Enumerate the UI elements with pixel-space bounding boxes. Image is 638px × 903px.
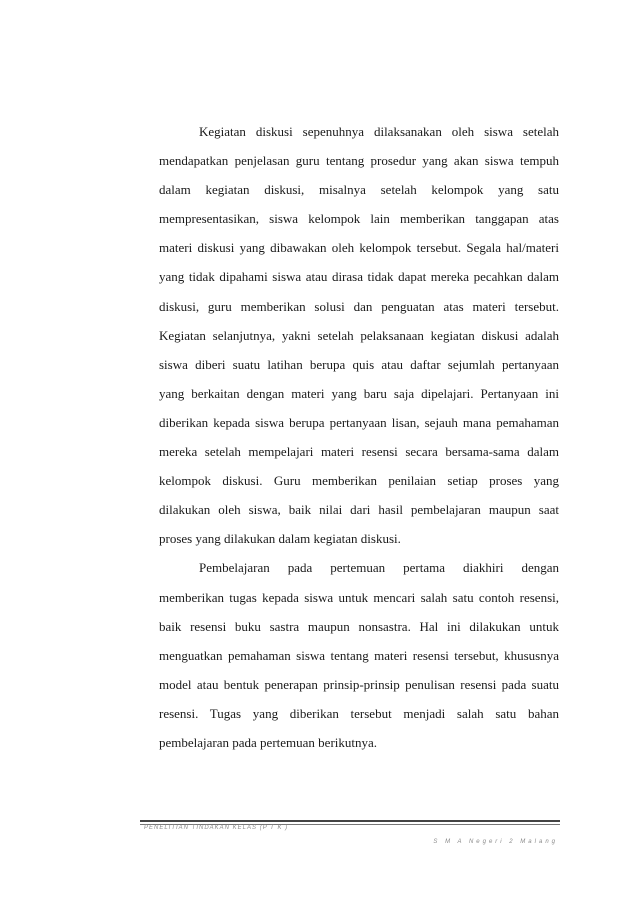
paragraph-1-line: kelompok diskusi. Guru memberikan penilaian setiap proses yang	[159, 473, 559, 489]
paragraph-1-line: Kegiatan selanjutnya, yakni setelah pelaksanaan kegiatan diskusi adalah	[159, 327, 559, 343]
paragraph-2-line: baik resensi buku sastra maupun nonsastra. Hal ini dilakukan untuk	[159, 618, 559, 634]
paragraph-2-line: menguatkan pemahaman siswa tentang materi resensi tersebut, khususnya	[159, 647, 559, 663]
footer-school: S M A Negeri 2 Malang	[433, 839, 558, 845]
paragraph-1-line: proses yang dilakukan dalam kegiatan diskusi.	[159, 531, 401, 547]
paragraph-1-line: materi diskusi yang dibawakan oleh kelompok tersebut. Segala hal/materi	[159, 240, 559, 256]
paragraph-2-line: Pembelajaran pada pertemuan pertama diakhiri dengan	[199, 560, 559, 576]
paragraph-2-line: model atau bentuk penerapan prinsip-prinsip penulisan resensi pada suatu	[159, 676, 559, 692]
paragraph-1-line: yang berkaitan dengan materi yang baru saja dipelajari. Pertanyaan ini	[159, 385, 559, 401]
paragraph-2-line: resensi. Tugas yang diberikan tersebut menjadi salah satu bahan	[159, 705, 559, 721]
paragraph-1-line: diskusi, guru memberikan solusi dan penguatan atas materi tersebut.	[159, 298, 559, 314]
footer-title: PENELITIAN TINDAKAN KELAS (P T K )	[144, 825, 289, 831]
paragraph-2-line: memberikan tugas kepada siswa untuk mencari salah satu contoh resensi,	[159, 589, 559, 605]
paragraph-1-line: mempresentasikan, siswa kelompok lain memberikan tanggapan atas	[159, 211, 559, 227]
paragraph-1-line: siswa diberi suatu latihan berupa quis atau daftar sejumlah pertanyaan	[159, 356, 559, 372]
paragraph-1-line: Kegiatan diskusi sepenuhnya dilaksanakan oleh siswa setelah	[199, 124, 559, 139]
paragraph-2-line: pembelajaran pada pertemuan berikutnya.	[159, 734, 378, 750]
paragraph-1-line: dilakukan oleh siswa, baik nilai dari hasil pembelajaran maupun saat	[159, 502, 559, 518]
footer-divider	[140, 820, 560, 822]
paragraph-1-line: mendapatkan penjelasan guru tentang prosedur yang akan siswa tempuh	[159, 153, 559, 169]
paragraph-1-line: dalam kegiatan diskusi, misalnya setelah kelompok yang satu	[159, 182, 559, 198]
paragraph-1-line: yang tidak dipahami siswa atau dirasa tidak dapat mereka pecahkan dalam	[159, 269, 559, 285]
body-text	[159, 117, 559, 757]
paragraph-1-line: mereka setelah mempelajari materi resensi secara bersama-sama dalam	[159, 444, 559, 460]
paragraph-1-line: diberikan kepada siswa berupa pertanyaan lisan, sejauh mana pemahaman	[159, 414, 559, 430]
